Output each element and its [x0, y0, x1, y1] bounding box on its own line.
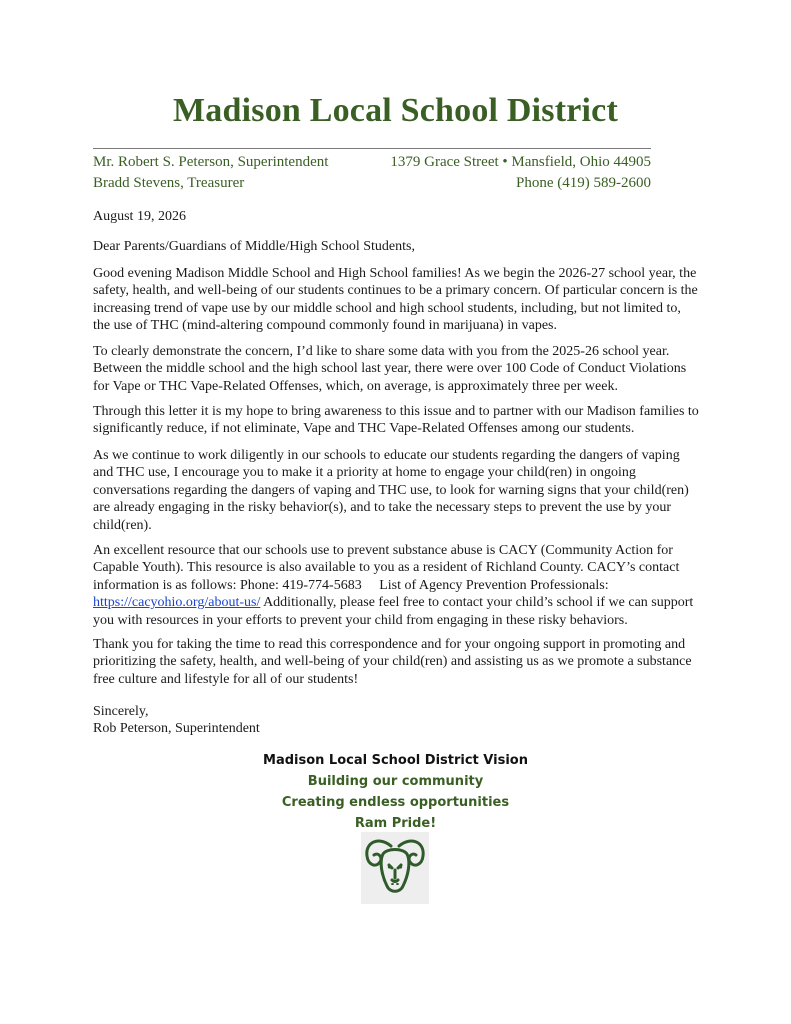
letter-salutation — [93, 238, 699, 255]
vision-line-1: Building our community — [307, 774, 484, 789]
paragraph-resource — [93, 542, 699, 629]
cacy-link[interactable]: https://cacyohio.org/about-us/ — [93, 595, 261, 611]
paragraph-intro — [93, 265, 699, 335]
date-text: August 19, 2026 — [93, 209, 186, 224]
address-line: 1379 Grace Street • Mansfield, Ohio 44905 — [390, 154, 651, 170]
phone-line: Phone (419) 589-2600 — [516, 175, 651, 191]
paragraph-5-tail: Additionally, please feel free to contact your child’s school if we can support you with resources in your efforts to prevent your child from engaging in these risky behaviors. — [93, 595, 694, 628]
paragraph-data — [93, 343, 699, 395]
district-name-title: Madison Local School District — [173, 92, 618, 129]
vision-line-3: Ram Pride! — [354, 816, 437, 831]
header-divider — [93, 148, 651, 149]
paragraph-4-text: As we continue to work diligently in our schools to educate our students regarding the dangers of vaping and THC use, I encourage you to make it a priority at home to engage your child(ren) in ongoing conversations regarding the dangers of vaping and THC use, to look for warning signs that your child(ren) are already engaging in the risky behavior(s), and to take the necessary steps to prevent the use by your child(ren). — [93, 448, 689, 533]
paragraph-5-lead: An excellent resource that our schools use to prevent substance abuse is CACY (Community Action for Capable Youth). This resource is also available to you as a resident of Richland County. CACY’s contact information is as follows: Phone: 419-774-5683 List of Agency Prevention Professionals: — [93, 543, 680, 593]
paragraph-thanks — [93, 636, 699, 688]
paragraph-3-text: Through this letter it is my hope to bring awareness to this issue and to partner with our Madison families to significantly reduce, if not eliminate, Vape and THC Vape-Related Offenses among our students. — [93, 404, 699, 437]
paragraph-5-text — [93, 542, 699, 629]
paragraph-6-text: Thank you for taking the time to read this correspondence and for your ongoing support in promoting and prioritizing the safety, health, and well-being of your child(ren) and assisting us as we promote a substance free culture and lifestyle for all of our students! — [93, 637, 692, 687]
letter-date — [93, 208, 699, 225]
closing-text: Sincerely, — [93, 704, 149, 719]
salutation-text: Dear Parents/Guardians of Middle/High School Students, — [93, 239, 415, 254]
paragraph-1-text: Good evening Madison Middle School and High School families! As we begin the 2026-27 school year, the safety, health, and well-being of our students continues to be a primary concern. Of particular concern is the increasing trend of vape use by our middle school and high school students, including, but not limited to, the use of THC (mind-altering compound commonly found in marijuana) in vapes. — [93, 266, 698, 334]
closing-block — [93, 703, 699, 738]
signature-text: Rob Peterson, Superintendent — [93, 721, 260, 737]
ram-logo-svg — [361, 832, 429, 904]
vision-title: Madison Local School District Vision — [263, 753, 528, 768]
vision-line-2: Creating endless opportunities — [281, 795, 510, 810]
ram-head-logo-icon — [361, 832, 429, 904]
superintendent-line: Mr. Robert S. Peterson, Superintendent — [93, 154, 329, 170]
paragraph-2-text: To clearly demonstrate the concern, I’d like to share some data with you from the 2025-26 school year. Between the middle school and the high school last year, there were over 100 Code of Conduct Violations for Vape or THC Vape-Related Offenses, which, on average, is approximately three per week. — [93, 344, 687, 394]
treasurer-line: Bradd Stevens, Treasurer — [93, 175, 245, 191]
paragraph-home — [93, 447, 699, 534]
paragraph-awareness — [93, 403, 699, 438]
